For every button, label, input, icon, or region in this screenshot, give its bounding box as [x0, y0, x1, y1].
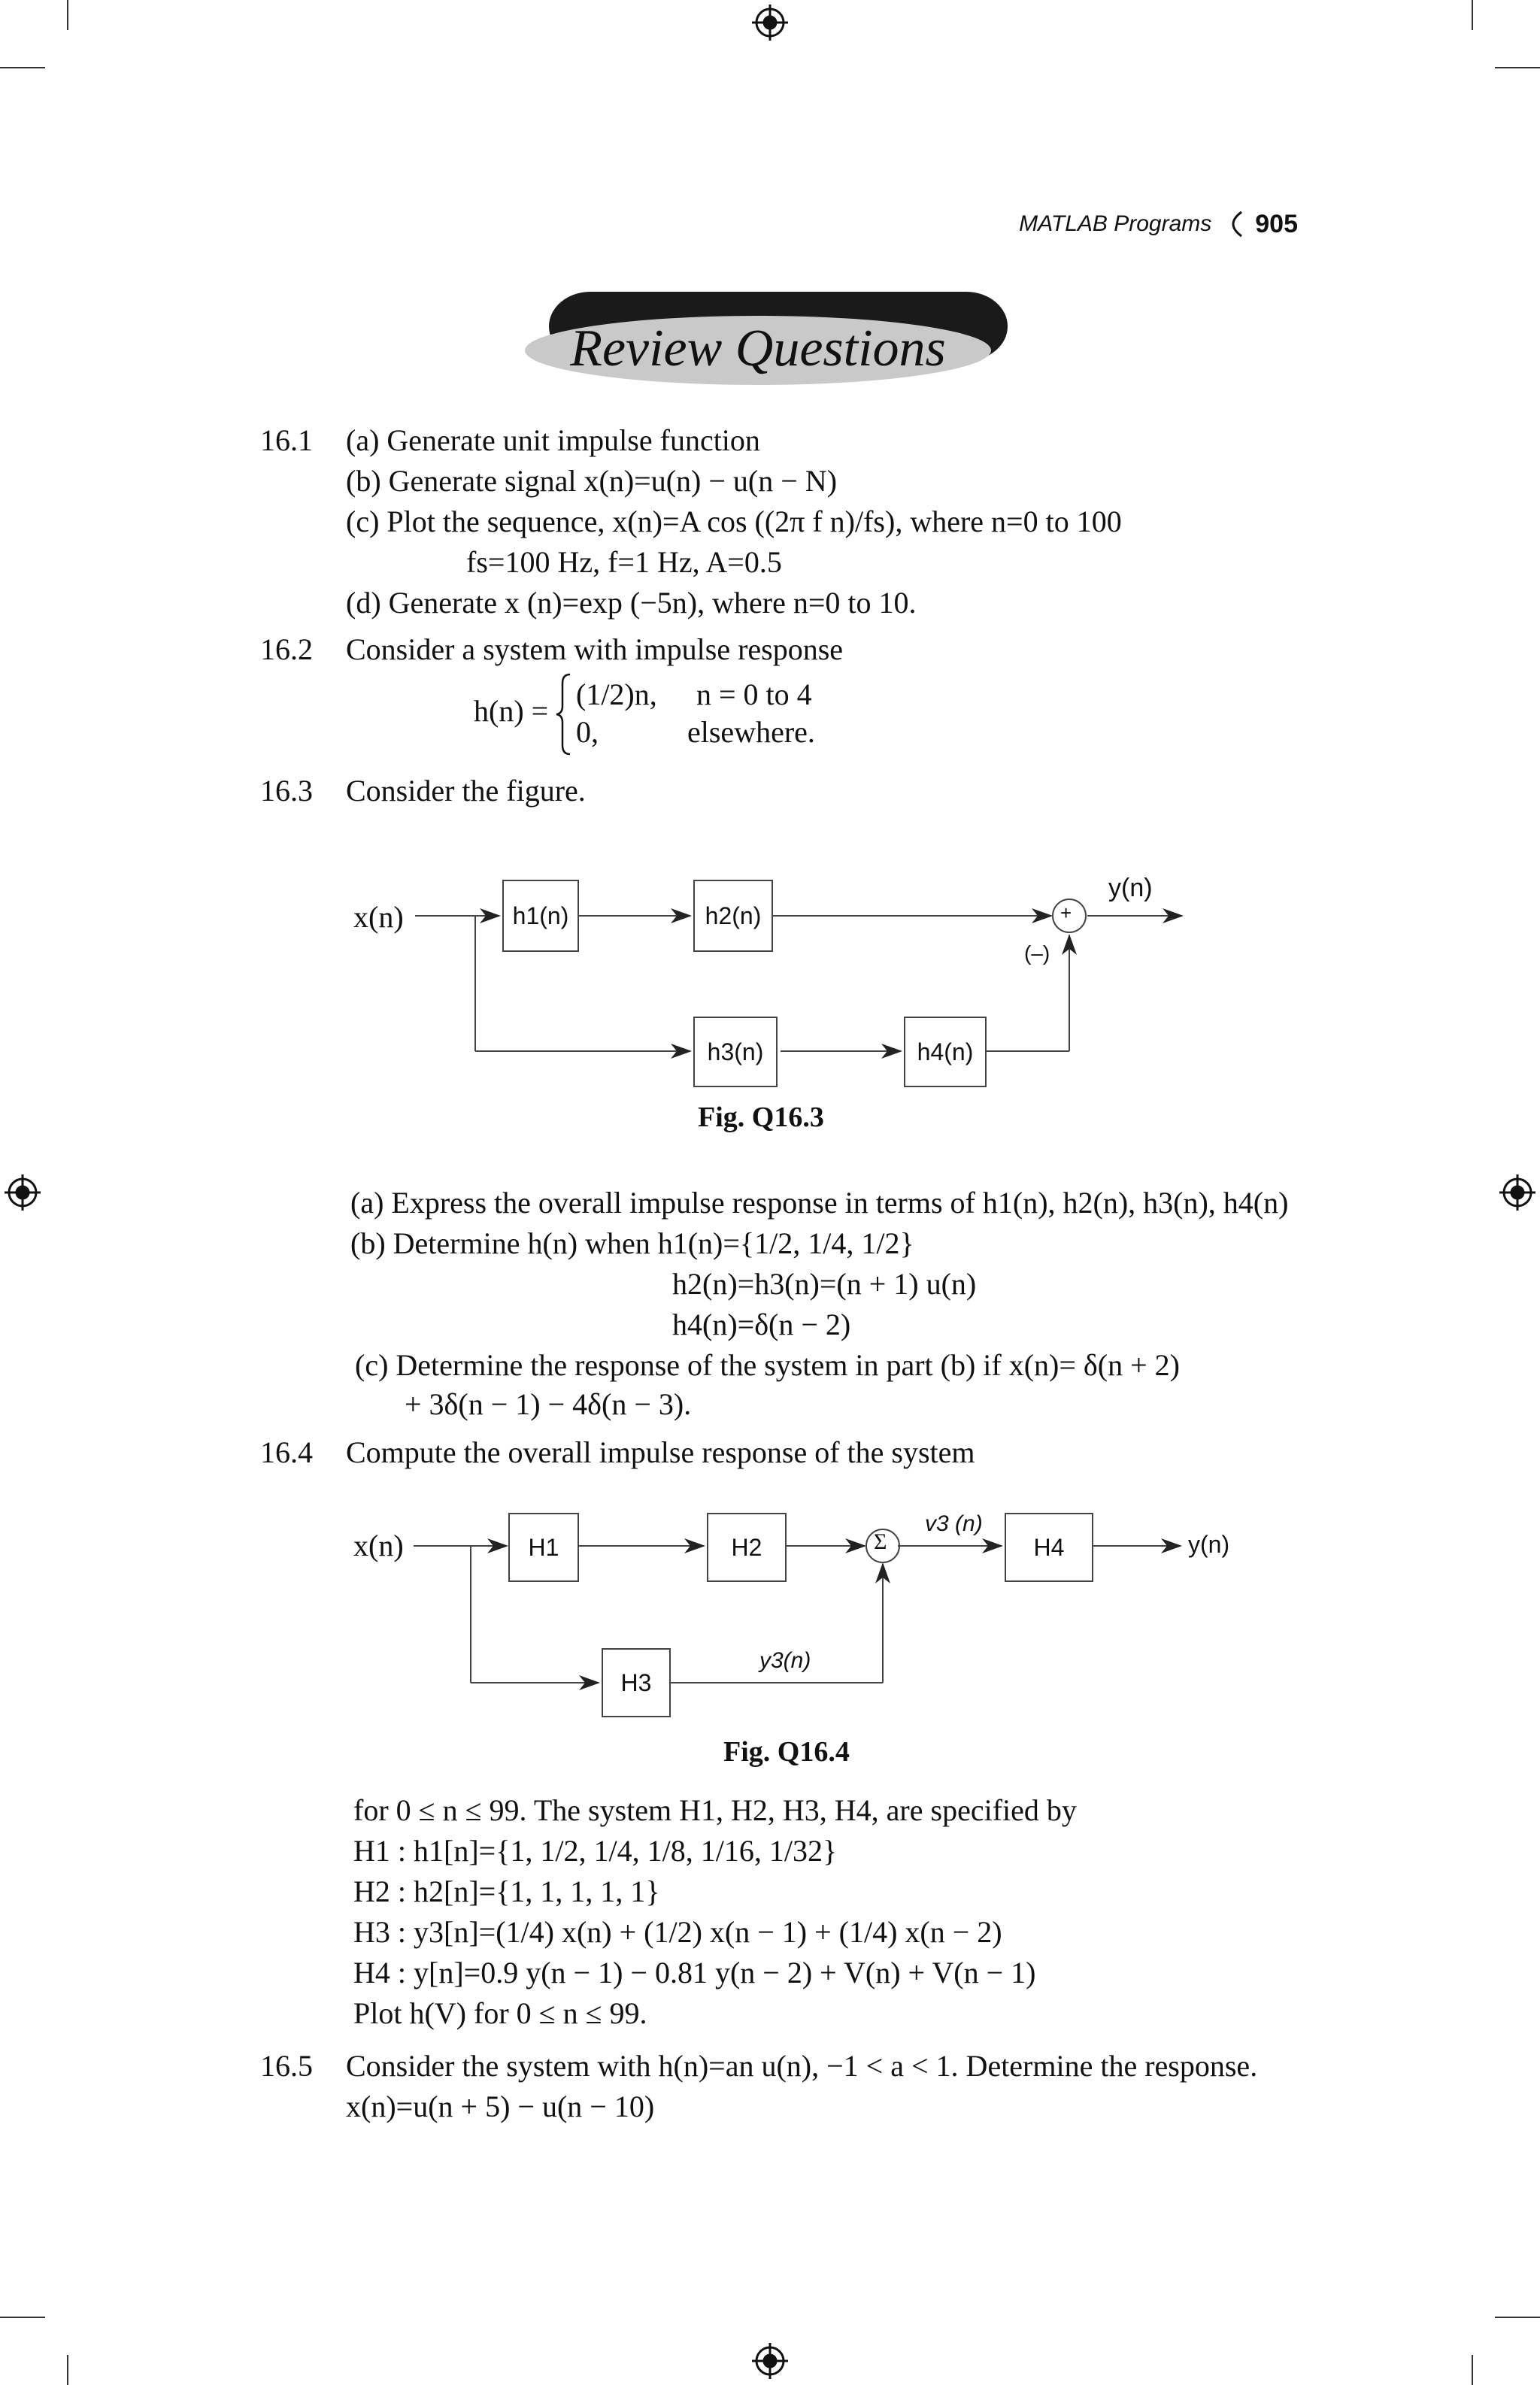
q2-case1-value: (1/2)n,: [576, 677, 657, 711]
q3-text: Consider the figure.: [346, 774, 586, 808]
q2-lhs: h(n) =: [474, 694, 549, 728]
q1-part-c: (c) Plot the sequence, x(n)=A cos ((2π f n)/fs), where n=0 to 100: [346, 505, 1122, 538]
q2-case2-value: 0,: [576, 715, 599, 749]
q5-line-1: Consider the system with h(n)=an u(n), −1 < a < 1. Determine the response.: [346, 2049, 1258, 2083]
q4-line-6: Plot h(V) for 0 ≤ n ≤ 99.: [353, 1996, 647, 2030]
q1-part-a: (a) Generate unit impulse function: [346, 423, 760, 457]
registration-mark-bottom: [752, 2343, 788, 2379]
fig3-output-label: y(n): [1108, 874, 1153, 902]
registration-mark-right: [1499, 1174, 1535, 1211]
q4-text: Compute the overall impulse response of the system: [346, 1435, 975, 1469]
q5-line-2: x(n)=u(n + 5) − u(n − 10): [346, 2090, 655, 2123]
q3-part-c: (c) Determine the response of the system in part (b) if x(n)= δ(n + 2): [355, 1348, 1180, 1382]
block-H1-label: H1: [528, 1533, 559, 1561]
figure-caption: Fig. Q16.4: [723, 1736, 850, 1768]
sigma-icon: Σ: [874, 1529, 887, 1554]
block-h1-label: h1(n): [512, 902, 569, 929]
block-h2: [693, 880, 773, 952]
q3-part-b-h2h3: h2(n)=h3(n)=(n + 1) u(n): [672, 1267, 977, 1301]
page-number: 905: [1255, 209, 1298, 238]
block-H2-label: H2: [731, 1533, 762, 1561]
y3-label: y3(n): [759, 1648, 811, 1673]
block-H3: [602, 1648, 671, 1717]
q4-line-5: H4 : y[n]=0.9 y(n − 1) − 0.81 y(n − 2) + V(n) + V(n − 1): [353, 1956, 1036, 1990]
q3-part-c-cont: + 3δ(n − 1) − 4δ(n − 3).: [405, 1387, 692, 1421]
block-h3: [693, 1017, 778, 1087]
q4-line-1: for 0 ≤ n ≤ 99. The system H1, H2, H3, H4, are specified by: [353, 1793, 1077, 1827]
q1-part-b: (b) Generate signal x(n)=u(n) − u(n − N): [346, 464, 838, 498]
q1-part-c-params: fs=100 Hz, f=1 Hz, A=0.5: [466, 545, 782, 579]
block-h1: [502, 880, 579, 952]
q4-line-2: H1 : h1[n]={1, 1/2, 1/4, 1/8, 1/16, 1/32}: [353, 1834, 838, 1868]
block-h2-label: h2(n): [705, 902, 762, 929]
q2-case2-condition: elsewhere.: [687, 715, 815, 749]
running-title: MATLAB Programs: [1019, 211, 1212, 236]
q2-case1-condition: n = 0 to 4: [696, 677, 812, 711]
minus-sign-label: (–): [1024, 941, 1050, 965]
summing-junction-sign: +: [1060, 902, 1072, 924]
q4-line-3: H2 : h2[n]={1, 1, 1, 1, 1}: [353, 1874, 660, 1908]
question-number: 16.3: [260, 774, 313, 808]
block-H4-label: H4: [1033, 1533, 1065, 1561]
fig3-input-label: x(n): [353, 900, 404, 934]
registration-mark-left: [5, 1174, 41, 1211]
v3-label: v3 (n): [925, 1511, 983, 1536]
q4-line-4: H3 : y3[n]=(1/4) x(n) + (1/2) x(n − 1) + (1/4) x(n − 2): [353, 1915, 1002, 1949]
q3-part-b-h4: h4(n)=δ(n − 2): [672, 1308, 851, 1341]
block-h4: [904, 1017, 987, 1087]
q1-part-d: (d) Generate x (n)=exp (−5n), where n=0 to 10.: [346, 586, 917, 620]
block-h3-label: h3(n): [707, 1038, 764, 1065]
question-number: 16.2: [260, 632, 313, 666]
block-H2: [707, 1513, 787, 1582]
fig4-output-label: y(n): [1188, 1531, 1230, 1558]
question-number: 16.5: [260, 2049, 313, 2083]
block-h4-label: h4(n): [917, 1038, 974, 1065]
question-number: 16.4: [260, 1435, 313, 1469]
q3-part-a: (a) Express the overall impulse response in terms of h1(n), h2(n), h3(n), h4(n): [350, 1186, 1289, 1220]
question-number: 16.1: [260, 423, 313, 457]
q2-text: Consider a system with impulse response: [346, 632, 844, 666]
fig4-input-label: x(n): [353, 1529, 404, 1562]
figure-caption: Fig. Q16.3: [698, 1102, 824, 1133]
block-H1: [508, 1513, 579, 1582]
q3-part-b: (b) Determine h(n) when h1(n)={1/2, 1/4, 1/2}: [350, 1226, 914, 1260]
block-H3-label: H3: [620, 1668, 652, 1696]
block-H4: [1005, 1513, 1093, 1582]
section-title: Review Questions: [570, 320, 946, 377]
